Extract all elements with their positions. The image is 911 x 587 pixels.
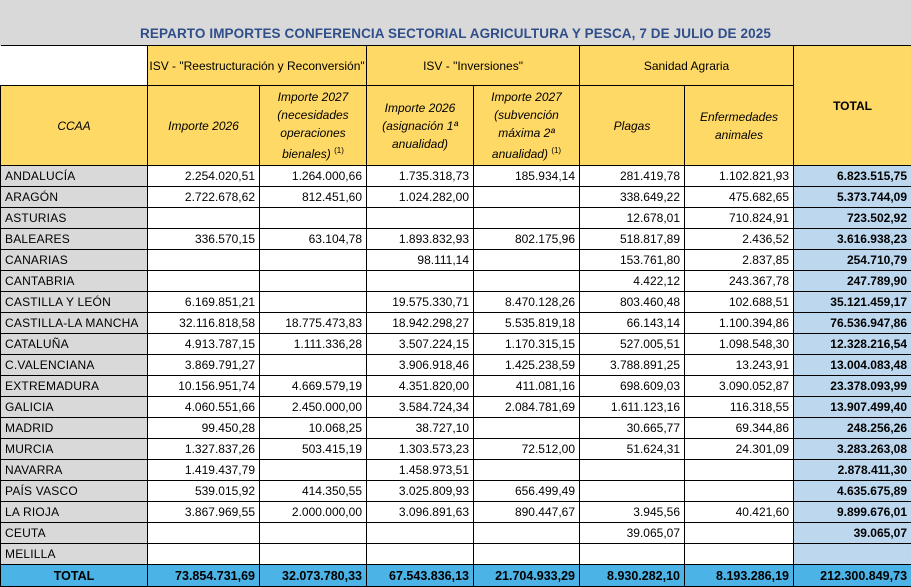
cell-importe-2027-subvencion: 411.081,16 (474, 376, 580, 397)
cell-enfermedades: 1.100.394,86 (685, 313, 794, 334)
table-row (1, 439, 911, 460)
cell-importe-2026-asignacion (367, 544, 474, 565)
cell-row-total: 2.878.411,30 (794, 460, 911, 481)
cell-importe-2026: 32.116.818,58 (148, 313, 260, 334)
cell-enfermedades: 243.367,78 (685, 271, 794, 292)
cell-importe-2026-asignacion: 4.351.820,00 (367, 376, 474, 397)
cell-importe-2026-asignacion: 1.024.282,00 (367, 187, 474, 208)
cell-importe-2027-subvencion: 890.447,67 (474, 502, 580, 523)
cell-plagas (580, 481, 685, 502)
cell-importe-2027-subvencion: 802.175,96 (474, 229, 580, 250)
column-header-importe-2027-subvencion: Importe 2027 (subvención máxima 2ª anualidad) $^{(1)}$ (474, 86, 580, 166)
cell-row-total: 6.823.515,75 (794, 166, 911, 187)
region-name: CANTABRIA (1, 271, 148, 292)
cell-importe-2026 (148, 523, 260, 544)
table-row (1, 208, 911, 229)
region-name: EXTREMADURA (1, 376, 148, 397)
footer-total-c5: 8.930.282,10 (580, 565, 685, 587)
cell-importe-2026-asignacion: 98.111,14 (367, 250, 474, 271)
region-name: ASTURIAS (1, 208, 148, 229)
cell-importe-2026-asignacion: 1.893.832,93 (367, 229, 474, 250)
cell-importe-2027-bienales (260, 292, 367, 313)
table-row (1, 376, 911, 397)
column-header-plagas: Plagas (580, 86, 685, 166)
cell-enfermedades: 2.436,52 (685, 229, 794, 250)
cell-importe-2026: 4.060.551,66 (148, 397, 260, 418)
footnote-marker: (1) (334, 146, 344, 155)
group-isv-inversiones: ISV - "Inversiones" (367, 46, 580, 86)
group-isv-reestructuracion: ISV - "Reestructuración y Reconversión" (148, 46, 367, 86)
cell-enfermedades: 24.301,09 (685, 439, 794, 460)
cell-row-total: 247.789,90 (794, 271, 911, 292)
region-name: ANDALUCÍA (1, 166, 148, 187)
cell-enfermedades: 13.243,91 (685, 355, 794, 376)
region-name: CANARIAS (1, 250, 148, 271)
cell-enfermedades (685, 544, 794, 565)
cell-plagas: 66.143,14 (580, 313, 685, 334)
cell-row-total: 5.373.744,09 (794, 187, 911, 208)
table-row (1, 502, 911, 523)
cell-enfermedades: 40.421,60 (685, 502, 794, 523)
region-name: CASTILLA-LA MANCHA (1, 313, 148, 334)
column-header-importe-2027-bienales: Importe 2027 (necesidades operaciones bienales) $^{(1)}$ (260, 86, 367, 166)
cell-plagas: 803.460,48 (580, 292, 685, 313)
cell-importe-2027-subvencion (474, 418, 580, 439)
cell-importe-2027-bienales: 1.264.000,66 (260, 166, 367, 187)
cell-importe-2027-subvencion (474, 187, 580, 208)
region-name: ARAGÓN (1, 187, 148, 208)
cell-row-total: 723.502,92 (794, 208, 911, 229)
cell-importe-2027-bienales (260, 250, 367, 271)
cell-plagas: 281.419,78 (580, 166, 685, 187)
cell-importe-2026-asignacion: 1.735.318,73 (367, 166, 474, 187)
cell-importe-2026 (148, 250, 260, 271)
cell-importe-2026-asignacion: 38.727,10 (367, 418, 474, 439)
region-name: C.VALENCIANA (1, 355, 148, 376)
table-row (1, 355, 911, 376)
footer-total-c1: 73.854.731,69 (148, 565, 260, 587)
cell-importe-2027-bienales (260, 460, 367, 481)
cell-enfermedades: 2.837,85 (685, 250, 794, 271)
footer-total-c2: 32.073.780,33 (260, 565, 367, 587)
cell-importe-2027-bienales (260, 523, 367, 544)
region-name: PAÍS VASCO (1, 481, 148, 502)
cell-importe-2026: 1.419.437,79 (148, 460, 260, 481)
table-row (1, 187, 911, 208)
region-name: CEUTA (1, 523, 148, 544)
cell-importe-2027-subvencion (474, 460, 580, 481)
cell-row-total: 13.004.083,48 (794, 355, 911, 376)
cell-importe-2027-bienales (260, 271, 367, 292)
cell-importe-2027-subvencion (474, 250, 580, 271)
header-blank-cell (1, 46, 148, 86)
cell-enfermedades: 102.688,51 (685, 292, 794, 313)
region-name: MELILLA (1, 544, 148, 565)
cell-plagas: 30.665,77 (580, 418, 685, 439)
cell-importe-2026-asignacion: 3.906.918,46 (367, 355, 474, 376)
cell-row-total: 35.121.459,17 (794, 292, 911, 313)
cell-enfermedades (685, 460, 794, 481)
cell-importe-2026: 99.450,28 (148, 418, 260, 439)
cell-enfermedades: 710.824,91 (685, 208, 794, 229)
cell-row-total (794, 544, 911, 565)
cell-plagas: 518.817,89 (580, 229, 685, 250)
cell-plagas: 153.761,80 (580, 250, 685, 271)
cell-importe-2027-subvencion (474, 544, 580, 565)
footnote-marker: (1) (551, 146, 561, 155)
cell-plagas: 51.624,31 (580, 439, 685, 460)
table-row (1, 544, 911, 565)
region-name: MADRID (1, 418, 148, 439)
region-name: NAVARRA (1, 460, 148, 481)
cell-plagas: 338.649,22 (580, 187, 685, 208)
cell-importe-2027-bienales: 812.451,60 (260, 187, 367, 208)
cell-row-total: 3.283.263,08 (794, 439, 911, 460)
column-header-importe-2026: Importe 2026 (148, 86, 260, 166)
cell-importe-2027-subvencion: 72.512,00 (474, 439, 580, 460)
region-name: GALICIA (1, 397, 148, 418)
cell-enfermedades (685, 481, 794, 502)
cell-importe-2026-asignacion: 3.096.891,63 (367, 502, 474, 523)
cell-plagas: 3.945,56 (580, 502, 685, 523)
page-title: REPARTO IMPORTES CONFERENCIA SECTORIAL AGRICULTURA Y PESCA, 7 DE JULIO DE 2025 (0, 26, 911, 42)
cell-importe-2026: 6.169.851,21 (148, 292, 260, 313)
table-row (1, 271, 911, 292)
cell-importe-2027-bienales: 63.104,78 (260, 229, 367, 250)
table-row (1, 397, 911, 418)
cell-importe-2026-asignacion: 1.458.973,51 (367, 460, 474, 481)
cell-row-total: 13.907.499,40 (794, 397, 911, 418)
cell-importe-2026 (148, 271, 260, 292)
cell-plagas: 39.065,07 (580, 523, 685, 544)
cell-importe-2027-subvencion: 185.934,14 (474, 166, 580, 187)
cell-plagas (580, 544, 685, 565)
footer-total-c6: 8.193.286,19 (685, 565, 794, 587)
table-row (1, 481, 911, 502)
cell-importe-2026: 336.570,15 (148, 229, 260, 250)
cell-row-total: 23.378.093,99 (794, 376, 911, 397)
footer-total-c3: 67.543.836,13 (367, 565, 474, 587)
cell-importe-2027-bienales: 4.669.579,19 (260, 376, 367, 397)
column-header-enfermedades: Enfermedades animales (685, 86, 794, 166)
cell-importe-2027-subvencion (474, 523, 580, 544)
cell-importe-2026: 10.156.951,74 (148, 376, 260, 397)
column-header-ccaa: CCAA (1, 86, 148, 166)
cell-importe-2026: 3.867.969,55 (148, 502, 260, 523)
cell-enfermedades: 69.344,86 (685, 418, 794, 439)
region-name: CATALUÑA (1, 334, 148, 355)
cell-row-total: 39.065,07 (794, 523, 911, 544)
region-name: MURCIA (1, 439, 148, 460)
cell-importe-2026: 2.722.678,62 (148, 187, 260, 208)
footer-grand-total: 212.300.849,73 (794, 565, 911, 587)
cell-importe-2026-asignacion (367, 208, 474, 229)
cell-importe-2026-asignacion: 18.942.298,27 (367, 313, 474, 334)
cell-importe-2027-bienales: 1.111.336,28 (260, 334, 367, 355)
cell-enfermedades: 116.318,55 (685, 397, 794, 418)
footer-total-label: TOTAL (1, 565, 148, 587)
cell-row-total: 248.256,26 (794, 418, 911, 439)
cell-importe-2027-bienales: 2.450.000,00 (260, 397, 367, 418)
table-row (1, 250, 911, 271)
cell-importe-2026-asignacion: 3.507.224,15 (367, 334, 474, 355)
cell-plagas: 527.005,51 (580, 334, 685, 355)
cell-importe-2026 (148, 208, 260, 229)
cell-importe-2026: 4.913.787,15 (148, 334, 260, 355)
cell-importe-2027-subvencion: 1.425.238,59 (474, 355, 580, 376)
cell-importe-2026-asignacion (367, 523, 474, 544)
cell-importe-2027-bienales: 414.350,55 (260, 481, 367, 502)
cell-importe-2027-subvencion: 656.499,49 (474, 481, 580, 502)
cell-importe-2027-bienales: 503.415,19 (260, 439, 367, 460)
cell-row-total: 12.328.216,54 (794, 334, 911, 355)
table-row (1, 523, 911, 544)
table-row (1, 460, 911, 481)
region-name: BALEARES (1, 229, 148, 250)
cell-importe-2026: 1.327.837,26 (148, 439, 260, 460)
cell-importe-2027-bienales: 10.068,25 (260, 418, 367, 439)
cell-row-total: 3.616.938,23 (794, 229, 911, 250)
cell-importe-2027-bienales: 2.000.000,00 (260, 502, 367, 523)
cell-importe-2027-subvencion: 2.084.781,69 (474, 397, 580, 418)
table-row (1, 334, 911, 355)
group-sanidad-agraria: Sanidad Agraria (580, 46, 794, 86)
cell-importe-2027-subvencion (474, 208, 580, 229)
cell-plagas (580, 460, 685, 481)
cell-plagas: 4.422,12 (580, 271, 685, 292)
cell-enfermedades: 1.098.548,30 (685, 334, 794, 355)
cell-plagas: 3.788.891,25 (580, 355, 685, 376)
cell-row-total: 254.710,79 (794, 250, 911, 271)
cell-importe-2026-asignacion (367, 271, 474, 292)
table-row (1, 418, 911, 439)
cell-plagas: 12.678,01 (580, 208, 685, 229)
cell-row-total: 4.635.675,89 (794, 481, 911, 502)
region-name: LA RIOJA (1, 502, 148, 523)
cell-enfermedades (685, 523, 794, 544)
cell-importe-2027-bienales (260, 208, 367, 229)
column-header-importe-2026-asignacion: Importe 2026 (asignación 1ª anualidad) (367, 86, 474, 166)
cell-importe-2026: 3.869.791,27 (148, 355, 260, 376)
cell-importe-2026-asignacion: 19.575.330,71 (367, 292, 474, 313)
cell-importe-2026-asignacion: 3.025.809,93 (367, 481, 474, 502)
cell-importe-2027-subvencion (474, 271, 580, 292)
cell-importe-2026-asignacion: 3.584.724,34 (367, 397, 474, 418)
cell-importe-2027-bienales: 18.775.473,83 (260, 313, 367, 334)
cell-enfermedades: 475.682,65 (685, 187, 794, 208)
cell-row-total: 9.899.676,01 (794, 502, 911, 523)
cell-importe-2027-subvencion: 8.470.128,26 (474, 292, 580, 313)
cell-importe-2027-bienales (260, 355, 367, 376)
cell-plagas: 698.609,03 (580, 376, 685, 397)
cell-importe-2027-subvencion: 1.170.315,15 (474, 334, 580, 355)
region-name: CASTILLA Y LEÓN (1, 292, 148, 313)
cell-importe-2027-bienales (260, 544, 367, 565)
cell-importe-2026 (148, 544, 260, 565)
cell-row-total: 76.536.947,86 (794, 313, 911, 334)
table-row (1, 229, 911, 250)
column-header-total: TOTAL (794, 46, 911, 166)
cell-plagas: 1.611.123,16 (580, 397, 685, 418)
footer-total-c4: 21.704.933,29 (474, 565, 580, 587)
cell-enfermedades: 1.102.821,93 (685, 166, 794, 187)
cell-importe-2026: 2.254.020,51 (148, 166, 260, 187)
cell-enfermedades: 3.090.052,87 (685, 376, 794, 397)
cell-importe-2026: 539.015,92 (148, 481, 260, 502)
table-row (1, 313, 911, 334)
distribution-table (0, 45, 911, 587)
cell-importe-2026-asignacion: 1.303.573,23 (367, 439, 474, 460)
table-row (1, 166, 911, 187)
cell-importe-2027-subvencion: 5.535.819,18 (474, 313, 580, 334)
table-row (1, 292, 911, 313)
